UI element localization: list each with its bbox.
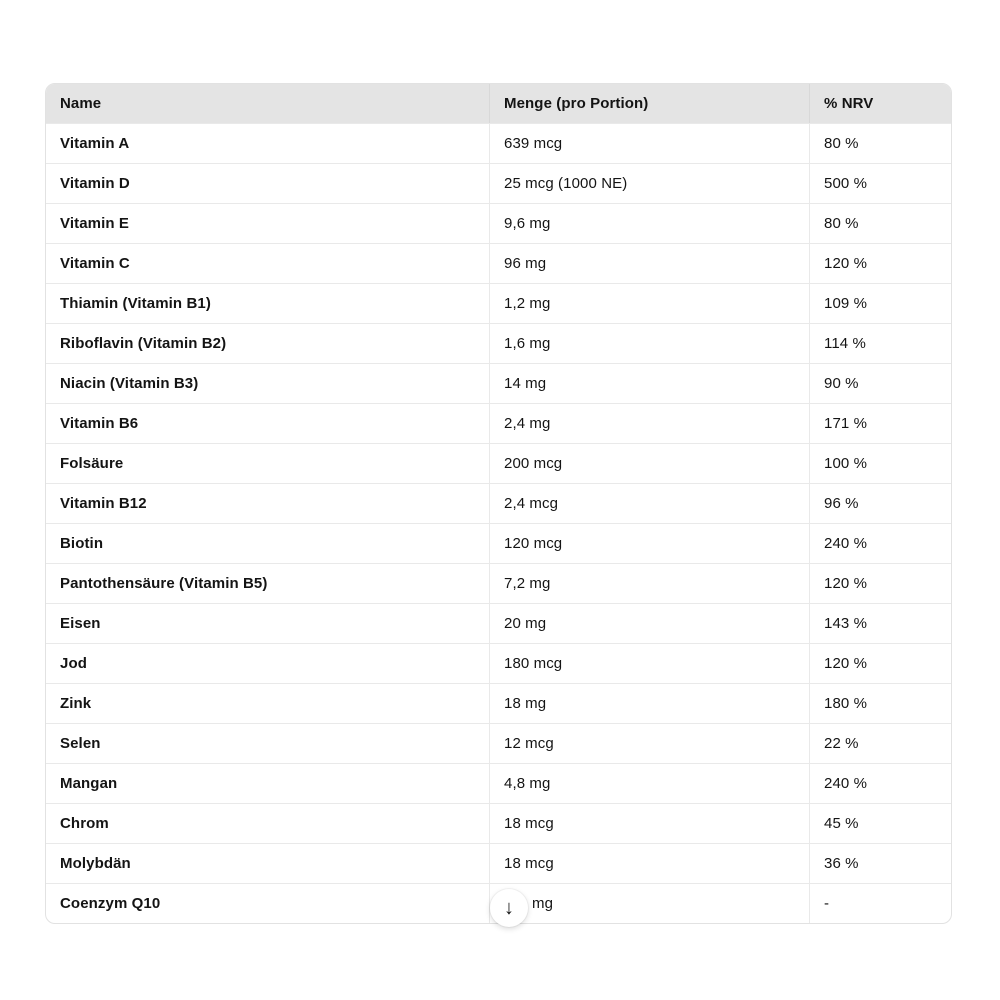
cell-name: Vitamin B12	[46, 483, 489, 523]
table-row	[46, 163, 951, 203]
cell-name: Molybdän	[46, 843, 489, 883]
cell-menge: 12 mcg	[489, 723, 809, 763]
cell-name: Biotin	[46, 523, 489, 563]
table-row	[46, 723, 951, 763]
cell-nrv: 80 %	[809, 203, 951, 243]
cell-menge: mg	[489, 883, 809, 923]
header-cell-name: Name	[60, 95, 102, 112]
cell-name: Vitamin D	[46, 163, 489, 203]
cell-nrv: 109 %	[809, 283, 951, 323]
cell-menge: 96 mg	[489, 243, 809, 283]
cell-menge: 639 mcg	[489, 123, 809, 163]
table-row	[46, 243, 951, 283]
cell-menge: 18 mcg	[489, 843, 809, 883]
table-row	[46, 763, 951, 803]
cell-name: Niacin (Vitamin B3)	[46, 363, 489, 403]
cell-menge: 200 mcg	[489, 443, 809, 483]
cell-name: Zink	[46, 683, 489, 723]
cell-name: Eisen	[46, 603, 489, 643]
cell-menge: 2,4 mg	[489, 403, 809, 443]
cell-menge: 1,6 mg	[489, 323, 809, 363]
table-row	[46, 403, 951, 443]
cell-name: Vitamin C	[46, 243, 489, 283]
cell-nrv: 90 %	[809, 363, 951, 403]
table-row	[46, 203, 951, 243]
table-row	[46, 643, 951, 683]
cell-name: Coenzym Q10	[46, 883, 489, 923]
cell-menge: 2,4 mcg	[489, 483, 809, 523]
cell-nrv: 36 %	[809, 843, 951, 883]
cell-name: Pantothensäure (Vitamin B5)	[46, 563, 489, 603]
cell-menge: 18 mcg	[489, 803, 809, 843]
cell-name: Jod	[46, 643, 489, 683]
cell-nrv: 22 %	[809, 723, 951, 763]
cell-nrv: 500 %	[809, 163, 951, 203]
cell-name: Vitamin A	[46, 123, 489, 163]
header-cell-nrv: % NRV	[809, 84, 951, 123]
cell-name: Chrom	[46, 803, 489, 843]
arrow-down-icon: ↓	[504, 897, 514, 919]
table-row	[46, 683, 951, 723]
cell-menge: 9,6 mg	[489, 203, 809, 243]
cell-nrv: 171 %	[809, 403, 951, 443]
table-row	[46, 523, 951, 563]
table-row	[46, 123, 951, 163]
table-row	[46, 483, 951, 523]
cell-menge: 7,2 mg	[489, 563, 809, 603]
cell-name: Vitamin E	[46, 203, 489, 243]
cell-name: Folsäure	[46, 443, 489, 483]
cell-menge: 14 mg	[489, 363, 809, 403]
table-row	[46, 283, 951, 323]
cell-nrv: 143 %	[809, 603, 951, 643]
cell-name: Mangan	[46, 763, 489, 803]
cell-nrv: 80 %	[809, 123, 951, 163]
cell-nrv: 96 %	[809, 483, 951, 523]
cell-menge: 180 mcg	[489, 643, 809, 683]
cell-nrv: 114 %	[809, 323, 951, 363]
table-row	[46, 363, 951, 403]
table-body	[46, 123, 951, 923]
table-row	[46, 803, 951, 843]
cell-nrv: 120 %	[809, 643, 951, 683]
cell-name: Thiamin (Vitamin B1)	[46, 283, 489, 323]
cell-menge: 120 mcg	[489, 523, 809, 563]
table-row	[46, 323, 951, 363]
nutrition-table	[45, 83, 952, 924]
header-cell-menge: Menge (pro Portion)	[489, 84, 809, 123]
cell-nrv: -	[809, 883, 951, 923]
cell-nrv: 240 %	[809, 523, 951, 563]
cell-name: Vitamin B6	[46, 403, 489, 443]
cell-nrv: 45 %	[809, 803, 951, 843]
table-row	[46, 443, 951, 483]
cell-name: Selen	[46, 723, 489, 763]
cell-nrv: 100 %	[809, 443, 951, 483]
cell-name: Riboflavin (Vitamin B2)	[46, 323, 489, 363]
table-header-row	[46, 84, 951, 123]
cell-nrv: 240 %	[809, 763, 951, 803]
cell-nrv: 120 %	[809, 243, 951, 283]
cell-menge: 4,8 mg	[489, 763, 809, 803]
cell-menge: 20 mg	[489, 603, 809, 643]
cell-menge: 25 mcg (1000 NE)	[489, 163, 809, 203]
table-row	[46, 563, 951, 603]
cell-nrv: 120 %	[809, 563, 951, 603]
table-row	[46, 843, 951, 883]
table-row	[46, 603, 951, 643]
scroll-down-badge[interactable]	[490, 889, 528, 927]
cell-menge: 18 mg	[489, 683, 809, 723]
cell-nrv: 180 %	[809, 683, 951, 723]
cell-menge: 1,2 mg	[489, 283, 809, 323]
